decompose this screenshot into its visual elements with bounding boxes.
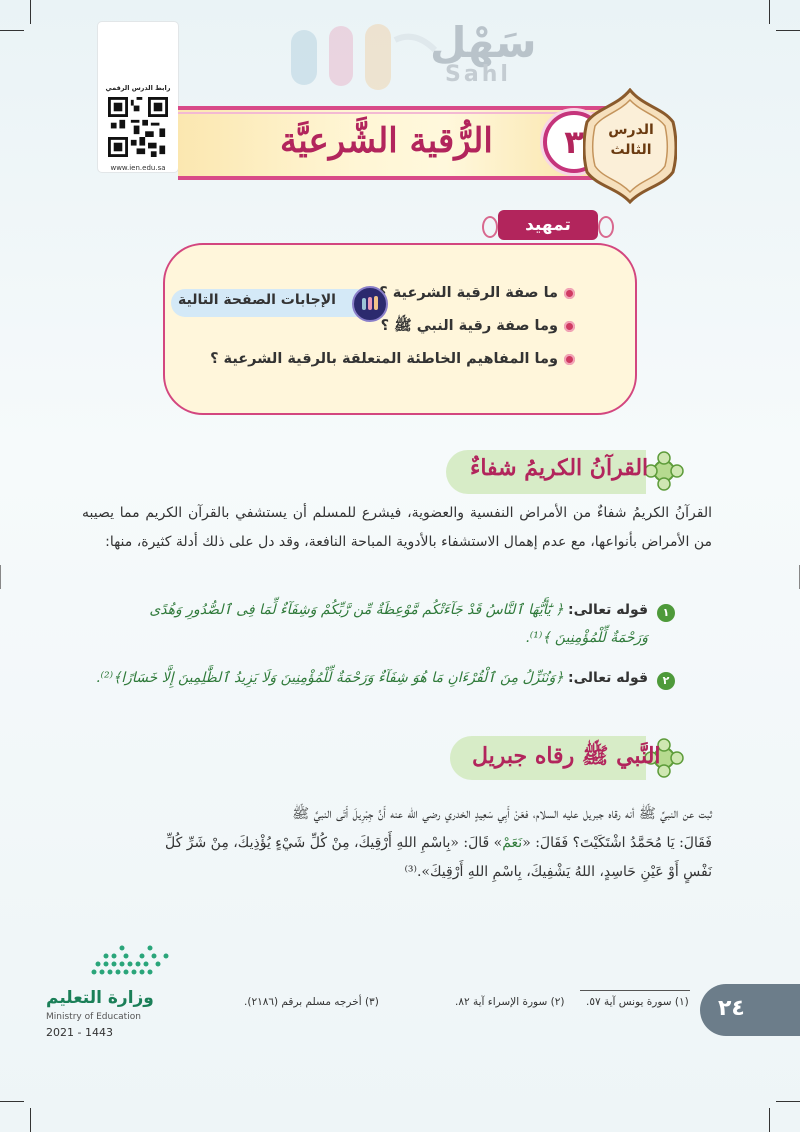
verse-line: قوله تعالى: ﴿وَنُنَزِّلُ مِنَ ٱلْقُرْءَانِ مَا هُوَ شِفَآءٌ وَرَحْمَةٌ لِّلْمُؤْمِنِينَ وَلَا يَزِيدُ ٱلظَّٰلِمِينَ إِلَّا خَسَارًا﴾⁽²⁾. <box>96 670 648 686</box>
qr-url[interactable]: www.ien.edu.sa <box>110 164 166 172</box>
intro-label: تمهيد <box>498 210 598 240</box>
item-number: ١ <box>657 604 675 622</box>
sahl-watermark-en: Sahl <box>445 62 511 87</box>
section-title: القرآنُ الكريمُ شفاءٌ <box>470 455 649 481</box>
intro-box <box>163 243 637 415</box>
footnote-divider <box>580 990 690 991</box>
hadith-line: فَقَالَ: يَا مُحَمَّدُ اشْتَكَيْتَ؟ فَقَالَ: «نَعَمْ» قَالَ: «بِاسْمِ اللهِ أَرْقِيكَ، مِنْ كُلِّ شَيْءٍ يُؤْذِيكَ، مِنْ شَرِّ كُلِّ <box>165 835 712 851</box>
footnote: (٢) سورة الإسراء آية ٨٢. <box>455 996 565 1008</box>
crop-mark <box>0 565 1 589</box>
crop-mark <box>769 0 770 24</box>
ministry-name-en: Ministry of Education <box>46 1012 141 1022</box>
crop-mark <box>30 0 31 24</box>
item-number: ٢ <box>657 672 675 690</box>
qr-label: رابط الدرس الرقمي <box>105 84 171 92</box>
section-title: النَّبي ﷺ رقاه جبريل <box>472 743 661 769</box>
crop-mark <box>769 1108 770 1132</box>
lesson-number: ٣ <box>543 111 605 173</box>
verse-line: وَرَحْمَةٌ لِّلْمُؤْمِنِينَ ﴾⁽¹⁾. <box>525 630 648 646</box>
page-number: ٢٤ <box>718 996 745 1021</box>
answers-next-page-label[interactable]: الإجابات الصفحة التالية <box>178 292 336 308</box>
intro-question: وما صفة رقية النبي ﷺ ؟ <box>381 317 575 338</box>
ministry-logo-icon <box>86 942 176 982</box>
bullet-icon <box>564 354 575 365</box>
bullet-icon <box>564 321 575 332</box>
crop-mark <box>0 30 24 31</box>
ministry-name-ar: وزارة التعليم <box>46 988 154 1008</box>
intro-question: وما المفاهيم الخاطئة المتعلقة بالرقية الشرعية ؟ <box>210 351 575 367</box>
qr-code-icon[interactable] <box>108 97 168 157</box>
crop-mark <box>30 1108 31 1132</box>
edition-year: 2021 - 1443 <box>46 1026 113 1039</box>
footnote: (٣) أخرجه مسلم برقم (٢١٨٦). <box>244 996 379 1008</box>
footnote: (١) سورة يونس آية ٥٧. <box>586 996 689 1008</box>
verse-line: قوله تعالى: ﴿ يَٰٓأَيُّهَا ٱلنَّاسُ قَدْ جَآءَتْكُم مَّوْعِظَةٌ مِّن رَّبِّكُمْ وَشِفَآءٌ لِّمَا فِى ٱلصُّدُورِ وَهُدًى <box>149 602 648 618</box>
hadith-line: نَفْسٍ أَوْ عَيْنِ حَاسِدٍ، اللهُ يَشْفِيكَ، بِاسْمِ اللهِ أَرْقِيكَ».⁽³⁾ <box>404 864 712 880</box>
lesson-badge-line2: الثالث <box>610 142 652 158</box>
lesson-title: الرُّقية الشَّرعيَّة <box>280 121 493 161</box>
sahl-watermark-ar: سَهْل <box>430 18 537 67</box>
page-number-tab <box>700 984 800 1036</box>
hadith-line: ثبت عن النبيِّ ﷺ أنه رقاه جبريل عليه السلام، فعَنْ أَبِي سَعِيدٍ الخدري رضي الله عنه أَنَّ جِبْرِيلَ أَتَى النبيَّ ﷺ <box>292 806 712 822</box>
flower-ornament-icon <box>643 450 685 492</box>
crop-mark <box>0 1101 24 1102</box>
lesson-badge-label <box>592 120 670 160</box>
crop-mark <box>776 30 800 31</box>
ien-logo-icon[interactable] <box>352 286 388 322</box>
bullet-icon <box>564 288 575 299</box>
lesson-badge-line1: الدرس <box>608 122 654 138</box>
qr-card[interactable] <box>98 22 178 172</box>
section-paragraph: القرآنُ الكريمُ شفاءٌ من الأمراض النفسية والعضوية، فيشرع للمسلم أن يستشفي بالقرآن الكريم مما يصيبه من الأمراض بأنواعها، مع عدم إهمال الاستشفاء بالأدوية المباحة النافعة، وقد دل على ذلك أدلة كثيرة، منها: <box>82 505 712 550</box>
crop-mark <box>776 1101 800 1102</box>
intro-question: ما صفة الرقية الشرعية ؟ <box>379 285 575 301</box>
